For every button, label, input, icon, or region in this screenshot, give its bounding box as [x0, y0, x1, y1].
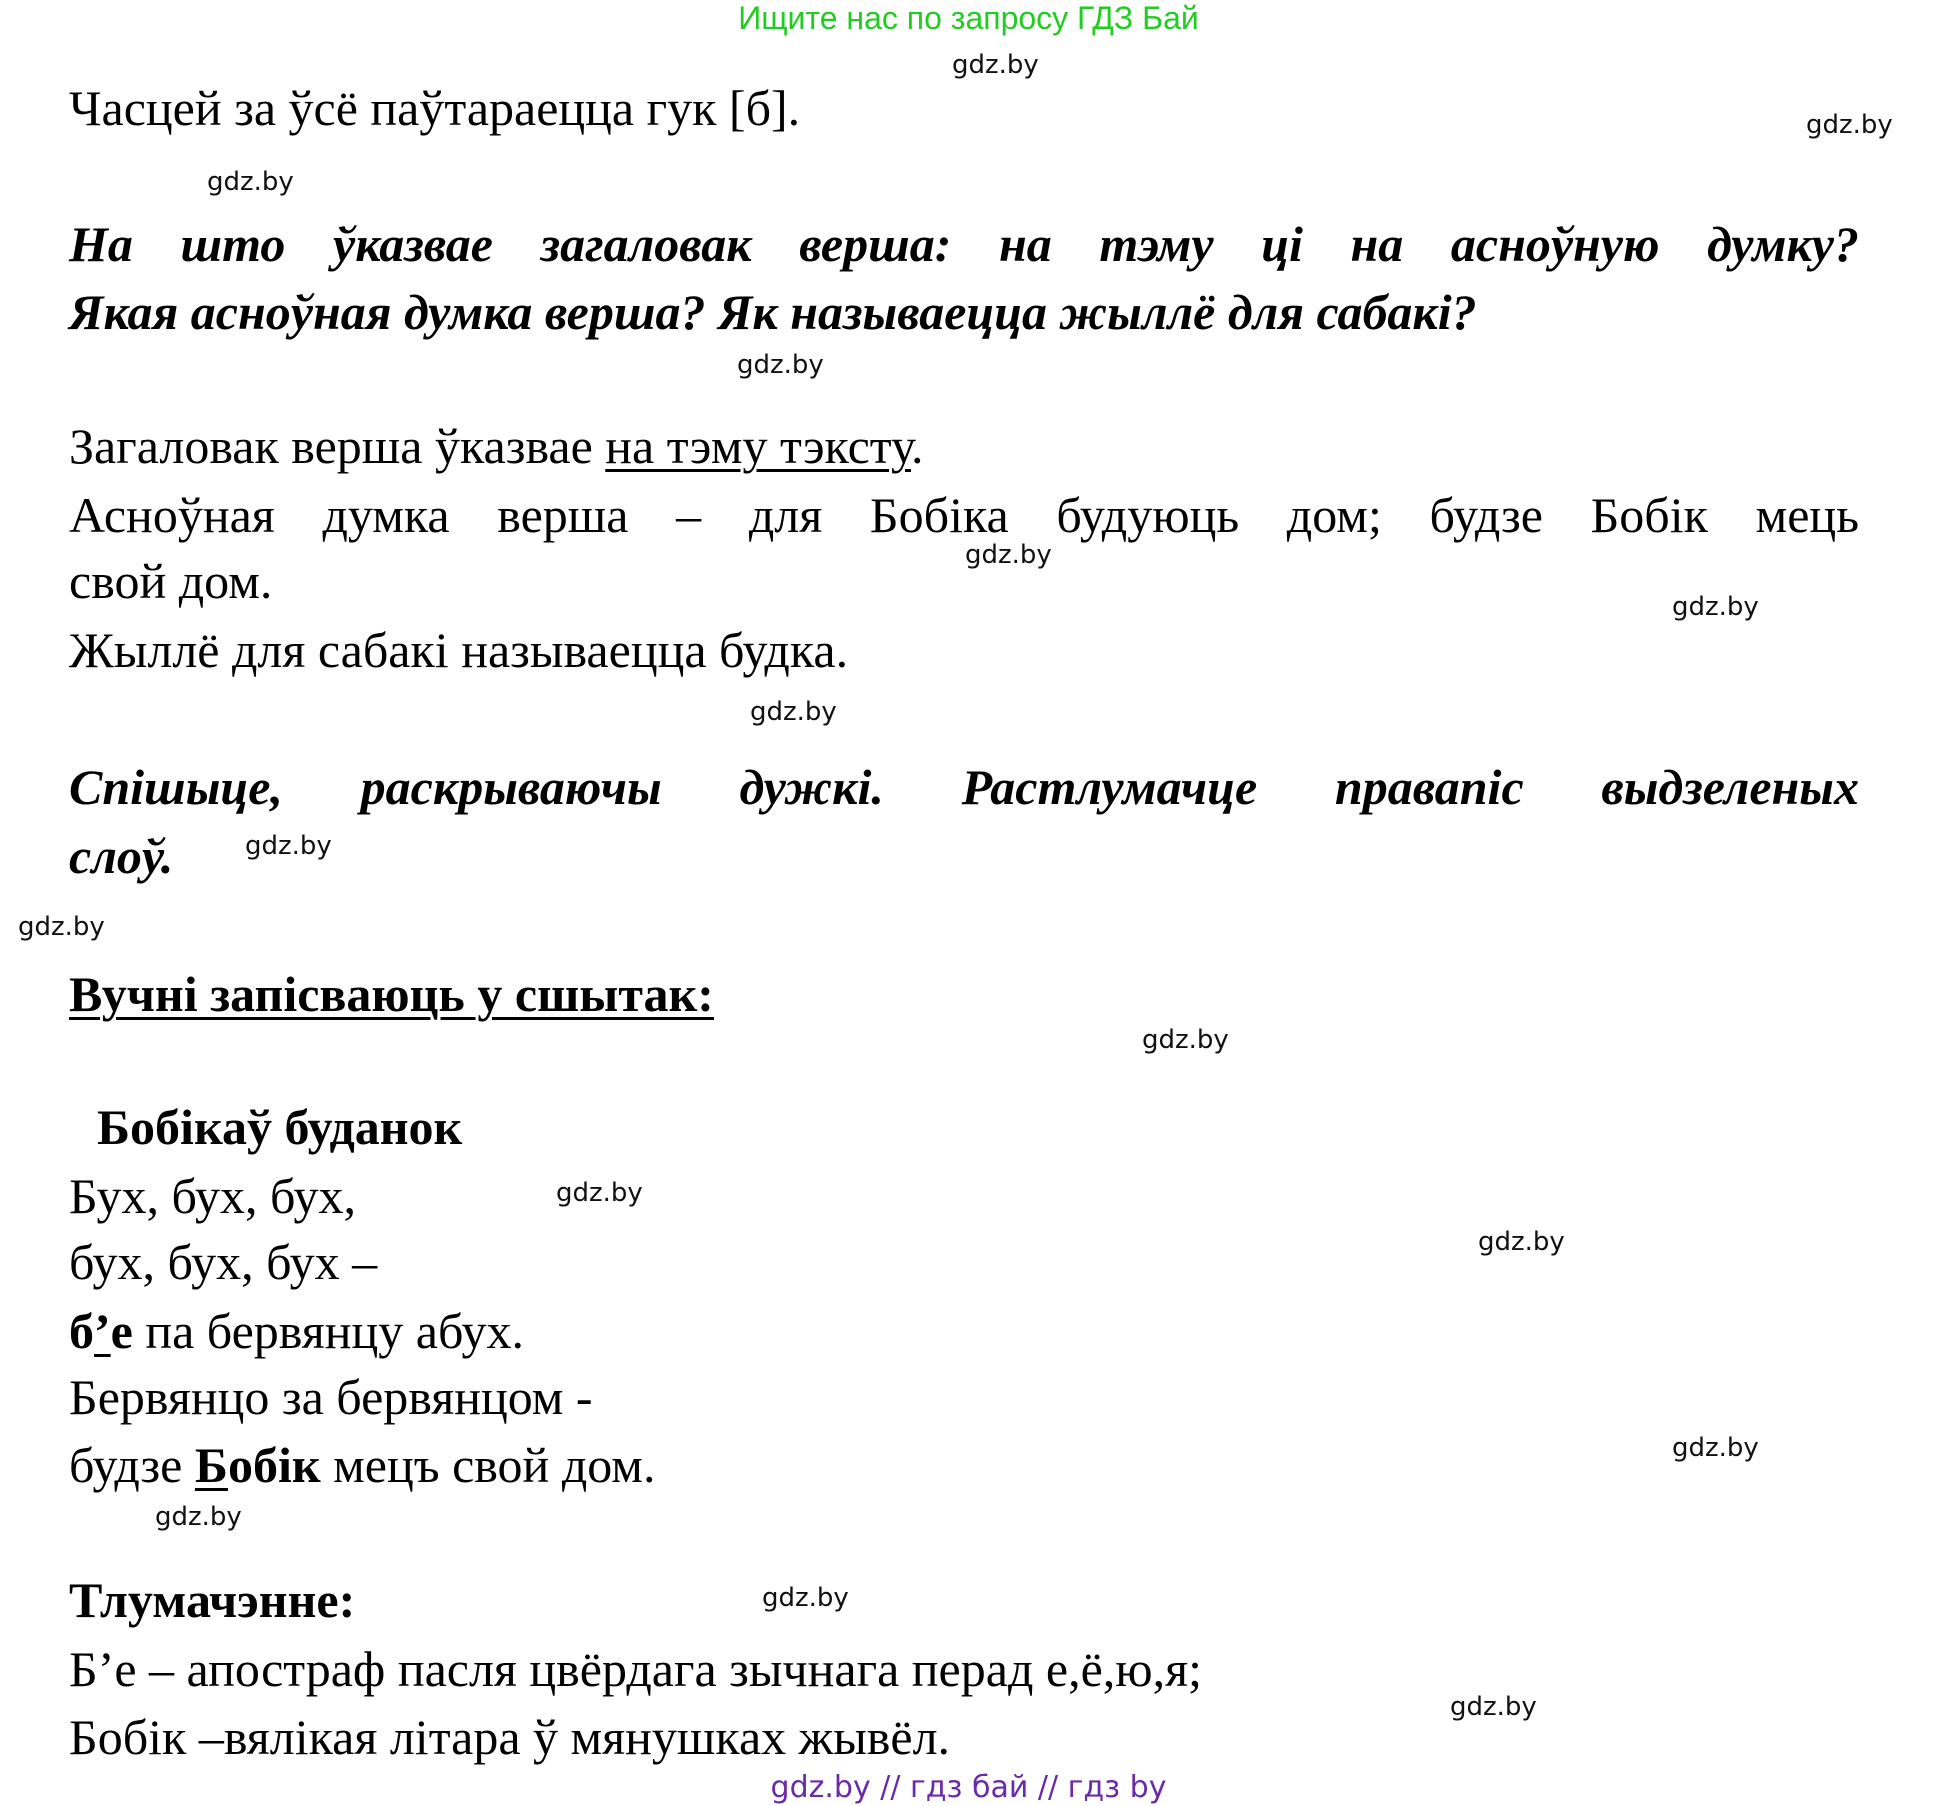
poem-line: бух, бух, бух – [69, 1234, 378, 1290]
answer1-suffix: . [910, 418, 924, 474]
search-hint-header: Ищите нас по запросу ГДЗ Бай [738, 0, 1199, 36]
watermark: gdz.by [750, 697, 837, 727]
highlighted-apostrophe: ’ [94, 1303, 111, 1359]
explanation-heading: Тлумачэнне: [69, 1572, 356, 1628]
watermark: gdz.by [207, 167, 294, 197]
watermark: gdz.by [18, 912, 105, 942]
poem-line [69, 1301, 524, 1361]
question2-line1: Спішыце, раскрываючы дужкі. Растлумачце правапіс выдзеленых [69, 759, 1859, 815]
watermark: gdz.by [952, 50, 1039, 80]
highlighted-word: обік [227, 1437, 321, 1493]
answer1-prefix: Загаловак верша ўказвае [69, 418, 606, 474]
watermark: gdz.by [245, 831, 332, 861]
watermark: gdz.by [1672, 592, 1759, 622]
watermark: gdz.by [1142, 1025, 1229, 1055]
poem-text: мецъ свой дом. [320, 1437, 656, 1493]
watermark: gdz.by [737, 350, 824, 380]
explanation-line: Бобік –вялікая літара ў мянушках жывёл. [69, 1709, 951, 1765]
explanation-line: Б’е – апостраф пасля цвёрдага зычнага перад е,ё,ю,я; [69, 1641, 1203, 1697]
answer2-line2: свой дом. [69, 553, 273, 609]
watermark: gdz.by [155, 1502, 242, 1532]
answer1 [69, 416, 923, 476]
watermark: gdz.by [556, 1178, 643, 1208]
watermark: gdz.by [1672, 1433, 1759, 1463]
poem-title: Бобікаў буданок [97, 1099, 463, 1155]
intro-text: Часцей за ўсё паўтараецца гук [б]. [69, 80, 801, 136]
question1-line1: На што ўказвае загаловак верша: на тэму ці на асноўную думку? [69, 216, 1859, 272]
highlighted-letter: б [69, 1303, 94, 1359]
watermark: gdz.by [762, 1583, 849, 1613]
footer-links: gdz.by // гдз бай // гдз by [770, 1770, 1167, 1805]
answer3: Жыллё для сабакі называецца будка. [69, 622, 849, 678]
question1-line2: Якая асноўная думка верша? Як называецца жыллё для сабакі? [69, 284, 1477, 340]
poem-line: Бервянцо за бервянцом - [69, 1369, 593, 1425]
poem-line [69, 1435, 655, 1495]
answer2-line1: Асноўная думка верша – для Бобіка будуюць дом; будзе Бобік мець [69, 487, 1859, 543]
watermark: gdz.by [965, 540, 1052, 570]
notebook-heading: Вучні запісваюць у сшытак: [69, 966, 714, 1022]
poem-line: Бух, бух, бух, [69, 1168, 357, 1224]
poem-text: па бервянцу абух. [132, 1303, 524, 1359]
answer1-underlined: на тэму тэксту [605, 418, 911, 474]
watermark: gdz.by [1478, 1227, 1565, 1257]
highlighted-capital: Б [194, 1437, 228, 1493]
watermark: gdz.by [1450, 1692, 1537, 1722]
watermark: gdz.by [1806, 110, 1893, 140]
highlighted-letter: е [110, 1303, 133, 1359]
question2-line2: слоў. [69, 828, 174, 884]
poem-text: будзе [69, 1437, 195, 1493]
